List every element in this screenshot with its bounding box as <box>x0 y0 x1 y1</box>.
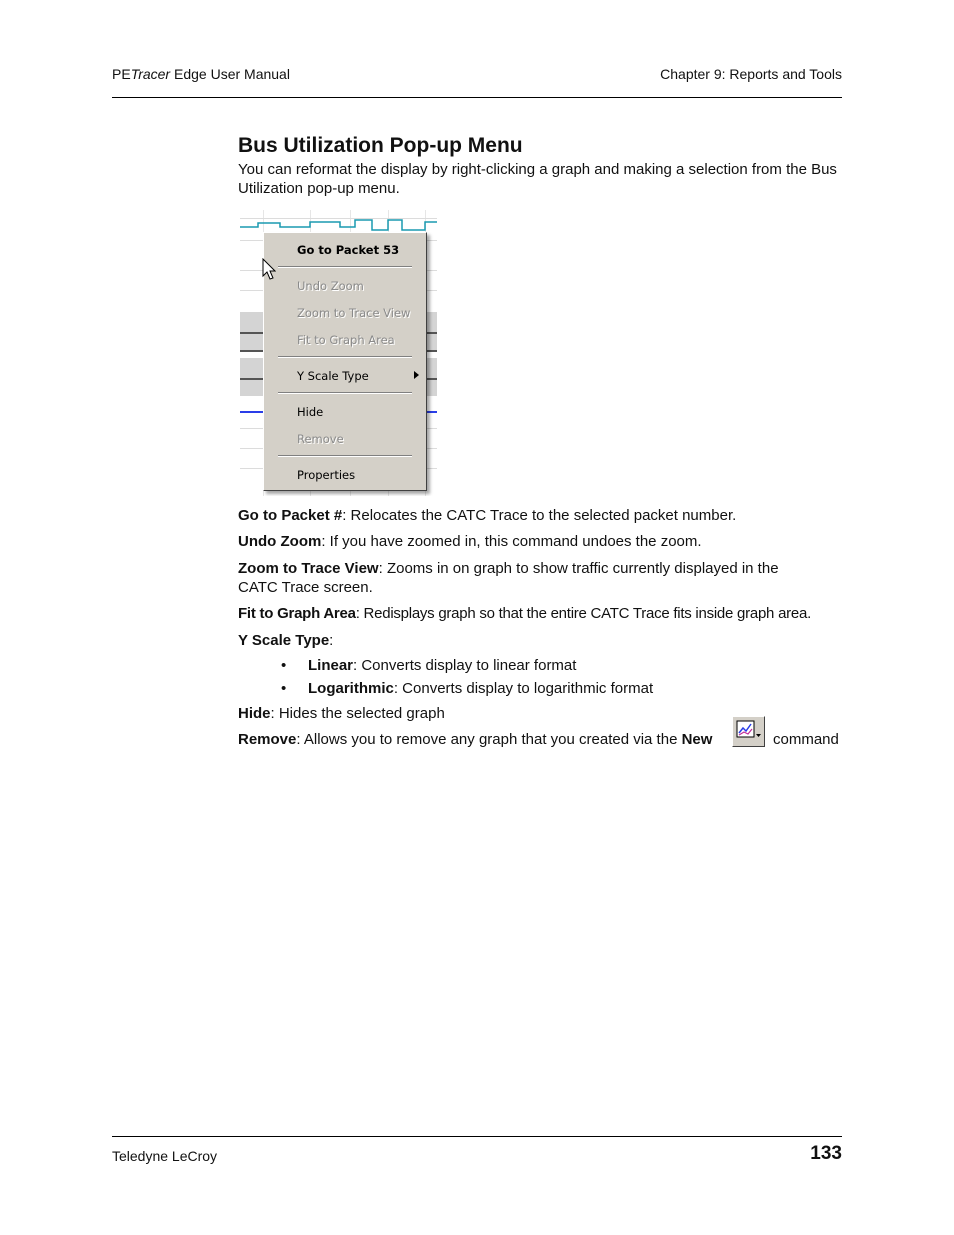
desc-go-to-packet <box>238 506 848 525</box>
menu-separator <box>278 455 412 457</box>
bus-utilization-screenshot <box>240 210 437 496</box>
header-rule <box>112 97 842 98</box>
menu-item-y-scale-type[interactable]: Y Scale Type <box>297 369 369 383</box>
menu-separator <box>278 266 412 268</box>
menu-item-undo-zoom[interactable]: Undo Zoom <box>297 279 364 293</box>
menu-item-hide[interactable]: Hide <box>297 405 324 419</box>
menu-item-go-to-packet[interactable]: Go to Packet 53 <box>297 243 400 257</box>
section-intro: You can reformat the display by right-clicking a graph and making a selection from the Bus Utilization pop-up menu. <box>238 161 837 197</box>
desc-text: : Zooms in on graph to show traffic currently displayed in the CATC Trace screen. <box>238 560 779 596</box>
bullet-marker: • <box>281 680 287 697</box>
desc-term: Linear <box>308 657 354 674</box>
desc-term: Remove <box>238 731 297 748</box>
footer-company: Teledyne LeCroy <box>112 1148 218 1164</box>
new-graph-icon <box>732 716 765 747</box>
desc-term: Y Scale Type <box>238 632 330 649</box>
desc-term: Logarithmic <box>308 680 394 697</box>
desc-text: : Allows you to remove any graph that you created via the <box>296 731 682 748</box>
desc-term: Zoom to Trace View <box>238 560 379 577</box>
section-title: Bus Utilization Pop-up Menu <box>238 134 523 157</box>
desc-term: Undo Zoom <box>238 533 322 550</box>
desc-term-new: New <box>681 731 713 748</box>
desc-text: : Hides the selected graph <box>270 705 445 722</box>
desc-text: : If you have zoomed in, this command undoes the zoom. <box>321 533 702 550</box>
menu-item-fit-to-graph-area[interactable]: Fit to Graph Area <box>297 333 395 347</box>
desc-y-scale-type <box>238 631 848 650</box>
menu-item-remove[interactable]: Remove <box>297 432 344 446</box>
desc-remove-tail: command <box>773 731 839 748</box>
desc-text: : Converts display to logarithmic format <box>393 680 654 697</box>
footer-rule <box>112 1136 842 1137</box>
running-header-title <box>112 66 290 82</box>
desc-text: : <box>329 632 334 649</box>
desc-term: Go to Packet # <box>238 507 343 524</box>
desc-fit-to-graph-area <box>238 604 848 623</box>
header-product-prefix: PE <box>112 66 131 82</box>
page-number: 133 <box>810 1143 842 1164</box>
desc-text: : Redisplays graph so that the entire CATC Trace fits inside graph area. <box>355 605 812 622</box>
menu-separator <box>278 356 412 358</box>
desc-term: Fit to Graph Area <box>238 605 356 622</box>
desc-remove <box>238 730 738 749</box>
menu-separator <box>278 392 412 394</box>
desc-undo-zoom <box>238 532 848 551</box>
mouse-pointer-icon <box>262 258 276 282</box>
submenu-arrow-icon <box>414 371 419 379</box>
desc-text: : Converts display to linear format <box>353 657 577 674</box>
running-header-chapter: Chapter 9: Reports and Tools <box>660 66 842 82</box>
header-product-italic: Tracer <box>130 66 171 82</box>
desc-zoom-to-trace-view <box>238 559 818 597</box>
menu-item-properties[interactable]: Properties <box>297 468 356 482</box>
bullet-marker: • <box>281 657 287 674</box>
desc-term: Hide <box>238 705 271 722</box>
desc-linear <box>308 657 576 674</box>
desc-text: : Relocates the CATC Trace to the selected packet number. <box>342 507 737 524</box>
header-product-suffix: Edge User Manual <box>170 66 290 82</box>
bus-utilization-popup-menu <box>263 232 427 491</box>
menu-item-zoom-to-trace-view[interactable]: Zoom to Trace View <box>297 306 411 320</box>
desc-logarithmic <box>308 680 653 697</box>
